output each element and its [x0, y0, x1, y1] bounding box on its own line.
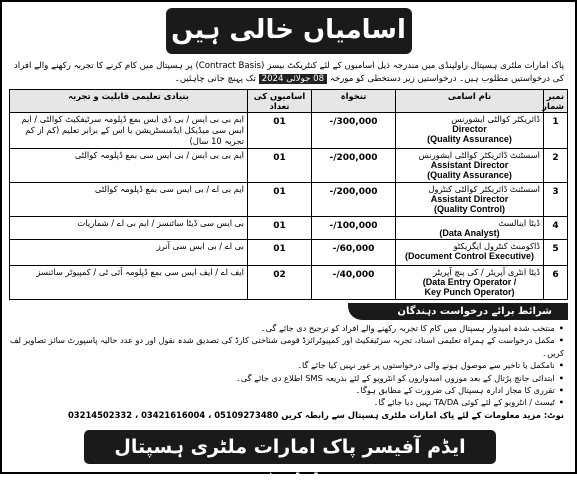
page-title: اسامیاں خالی ہیں	[171, 15, 406, 45]
list-item: • مکمل درخواست کے ہمراہ تعلیمی اسناد، تجربہ سرٹیفکیٹ اور کمپیوٹرائزڈ قومی شناختی کارڈ کی تصدیق شدہ نقول اور دو عدد حالیہ پاسپورٹ سائز تصاویر لف کریں۔	[9, 334, 564, 359]
post-title-ur: ڈاکومنٹ کنٹرول ایگزیکٹو	[453, 241, 540, 251]
list-item: • تقرری کا مجاز ادارہ ہسپتال کی ضرورت کے مطابق ہوگا۔	[9, 384, 564, 396]
row-qualification: ایم بی اے / بی ایس سی بمع ڈپلومہ کوالٹی	[10, 183, 248, 217]
row-qualification: ایف اے / ایف ایس سی بمع ڈپلومہ آئی ٹی / کمپیوٹر سائنسز	[10, 266, 248, 300]
row-count: 01	[248, 217, 312, 240]
post-title-ur: ڈیٹا انٹری آپریٹر / کی پنچ آپریٹر	[432, 267, 540, 277]
row-salary: 60,000/-	[312, 240, 396, 266]
table-row	[10, 183, 568, 217]
post-title-en-sub: (Quality Assurance)	[427, 170, 512, 180]
row-count: 01	[248, 183, 312, 217]
row-sr: 5	[544, 240, 568, 266]
deadline-date: 08 جولائی 2024	[259, 74, 327, 84]
intro-tail: تک پہنچ جانی چاہئیں۔	[174, 74, 256, 84]
post-title-en: (Document Control Executive)	[404, 251, 534, 261]
post-title-ur: ڈیٹا اینالسٹ	[498, 218, 540, 228]
row-post	[396, 183, 544, 217]
row-sr: 4	[544, 217, 568, 240]
post-title-en: (Data Entry Operator /	[422, 277, 517, 287]
table-row	[10, 113, 568, 149]
intro-paragraph	[9, 60, 568, 86]
table-row	[10, 149, 568, 183]
vacancies-title-banner	[166, 8, 412, 54]
row-salary: 100,000/-	[312, 217, 396, 240]
table-header-row	[10, 90, 568, 113]
header-post: نام اسامی	[396, 90, 544, 113]
post-title-en-sub: (Quality Assurance)	[427, 134, 512, 144]
row-sr: 1	[544, 113, 568, 149]
footer-banner	[84, 430, 496, 492]
row-qualification: ایم بی بی ایس / بی ڈی ایس بمع ڈپلومہ سرٹیفکیٹ کوالٹی / ایم ایس سی میڈیکل ایڈمنسٹریشن یا اس کے برابر تعلیم (کم از کم تجربہ 10 سال)	[10, 113, 248, 149]
row-sr: 6	[544, 266, 568, 300]
row-count: 02	[248, 266, 312, 300]
post-title-en-sub: (Quality Control)	[434, 204, 505, 214]
row-qualification: بی اے / بی ایس سی آنرز	[10, 240, 248, 266]
list-item: • ٹیسٹ / انٹرویو کے لئے کوئی TA/DA نہیں دیا جائے گا۔	[9, 396, 564, 408]
post-title-en: Director	[452, 124, 487, 134]
post-title-ur: ڈائریکٹر کوالٹی ایشورنس	[451, 114, 540, 124]
post-title-en: Assistant Director	[430, 194, 509, 204]
intro-text: پاک امارات ملٹری ہسپتال راولپنڈی میں مندرجہ ذیل اسامیوں کے لئے کنٹریکٹ بیسز (Contract Basis) پر ہسپتال میں کام کرنے کا تجربہ رکھنے والے افراد کی درخواستیں مطلوب ہیں۔ درخواستیں زیر دستخطی کو مورخہ	[13, 61, 564, 84]
row-salary: 40,000/-	[312, 266, 396, 300]
row-count: 01	[248, 149, 312, 183]
row-salary: 200,000/-	[312, 183, 396, 217]
list-item: • ابتدائی جانچ پڑتال کے بعد موزوں امیدواروں کو انٹرویو کے لئے بذریعہ SMS اطلاع دی جائے گی۔	[9, 372, 564, 384]
header-qualification: بنیادی تعلیمی قابلیت و تجربہ	[10, 90, 248, 113]
row-post	[396, 240, 544, 266]
header-count: اسامیوں کی تعداد	[248, 90, 312, 113]
row-salary: 300,000/-	[312, 113, 396, 149]
row-post	[396, 113, 544, 149]
terms-heading: شرائط برائے درخواست دہندگان	[348, 303, 568, 320]
row-salary: 200,000/-	[312, 149, 396, 183]
row-qualification: ایم بی بی ایس / بی ایس سی بمع ڈپلومہ کوالٹی	[10, 149, 248, 183]
post-title-en: (Data Analyst)	[439, 228, 500, 238]
footer-title: ایڈم آفیسر پاک امارات ملٹری ہسپتال راولپنڈی	[114, 436, 466, 492]
row-sr: 3	[544, 183, 568, 217]
list-item: • منتخب شدہ امیدوار ہسپتال میں کام کا تجربہ رکھنے والے افراد کو ترجیح دی جائے گی۔	[9, 322, 564, 334]
terms-list	[9, 322, 568, 409]
row-qualification: بی ایس سی ڈیٹا سائنسز / ایم بی اے / شماریات	[10, 217, 248, 240]
list-item: • نامکمل یا تاخیر سے موصول ہونے والی درخواستوں پر غور نہیں کیا جائے گا۔	[9, 359, 564, 371]
post-title-ur: اسسٹنٹ ڈائریکٹر کوالٹی ایشورنس	[418, 150, 540, 160]
table-row	[10, 217, 568, 240]
table-row	[10, 240, 568, 266]
contact-note: نوٹ: مزید معلومات کے لئے پاک امارات ملٹری ہسپتال سے رابطہ کریں 05109273480 ، 03421616004 ، 03214502332	[67, 409, 564, 420]
post-title-ur: اسسٹنٹ ڈائریکٹر کوالٹی کنٹرول	[428, 184, 540, 194]
header-sr: نمبر شمار	[544, 90, 568, 113]
table-row	[10, 266, 568, 300]
row-post	[396, 149, 544, 183]
row-count: 01	[248, 113, 312, 149]
vacancies-table	[9, 89, 568, 300]
post-title-en: Assistant Director	[430, 160, 509, 170]
row-count: 01	[248, 240, 312, 266]
row-post	[396, 217, 544, 240]
row-sr: 2	[544, 149, 568, 183]
post-title-en-sub: Key Punch Operator)	[424, 287, 515, 297]
header-salary: تنخواہ	[312, 90, 396, 113]
row-post	[396, 266, 544, 300]
